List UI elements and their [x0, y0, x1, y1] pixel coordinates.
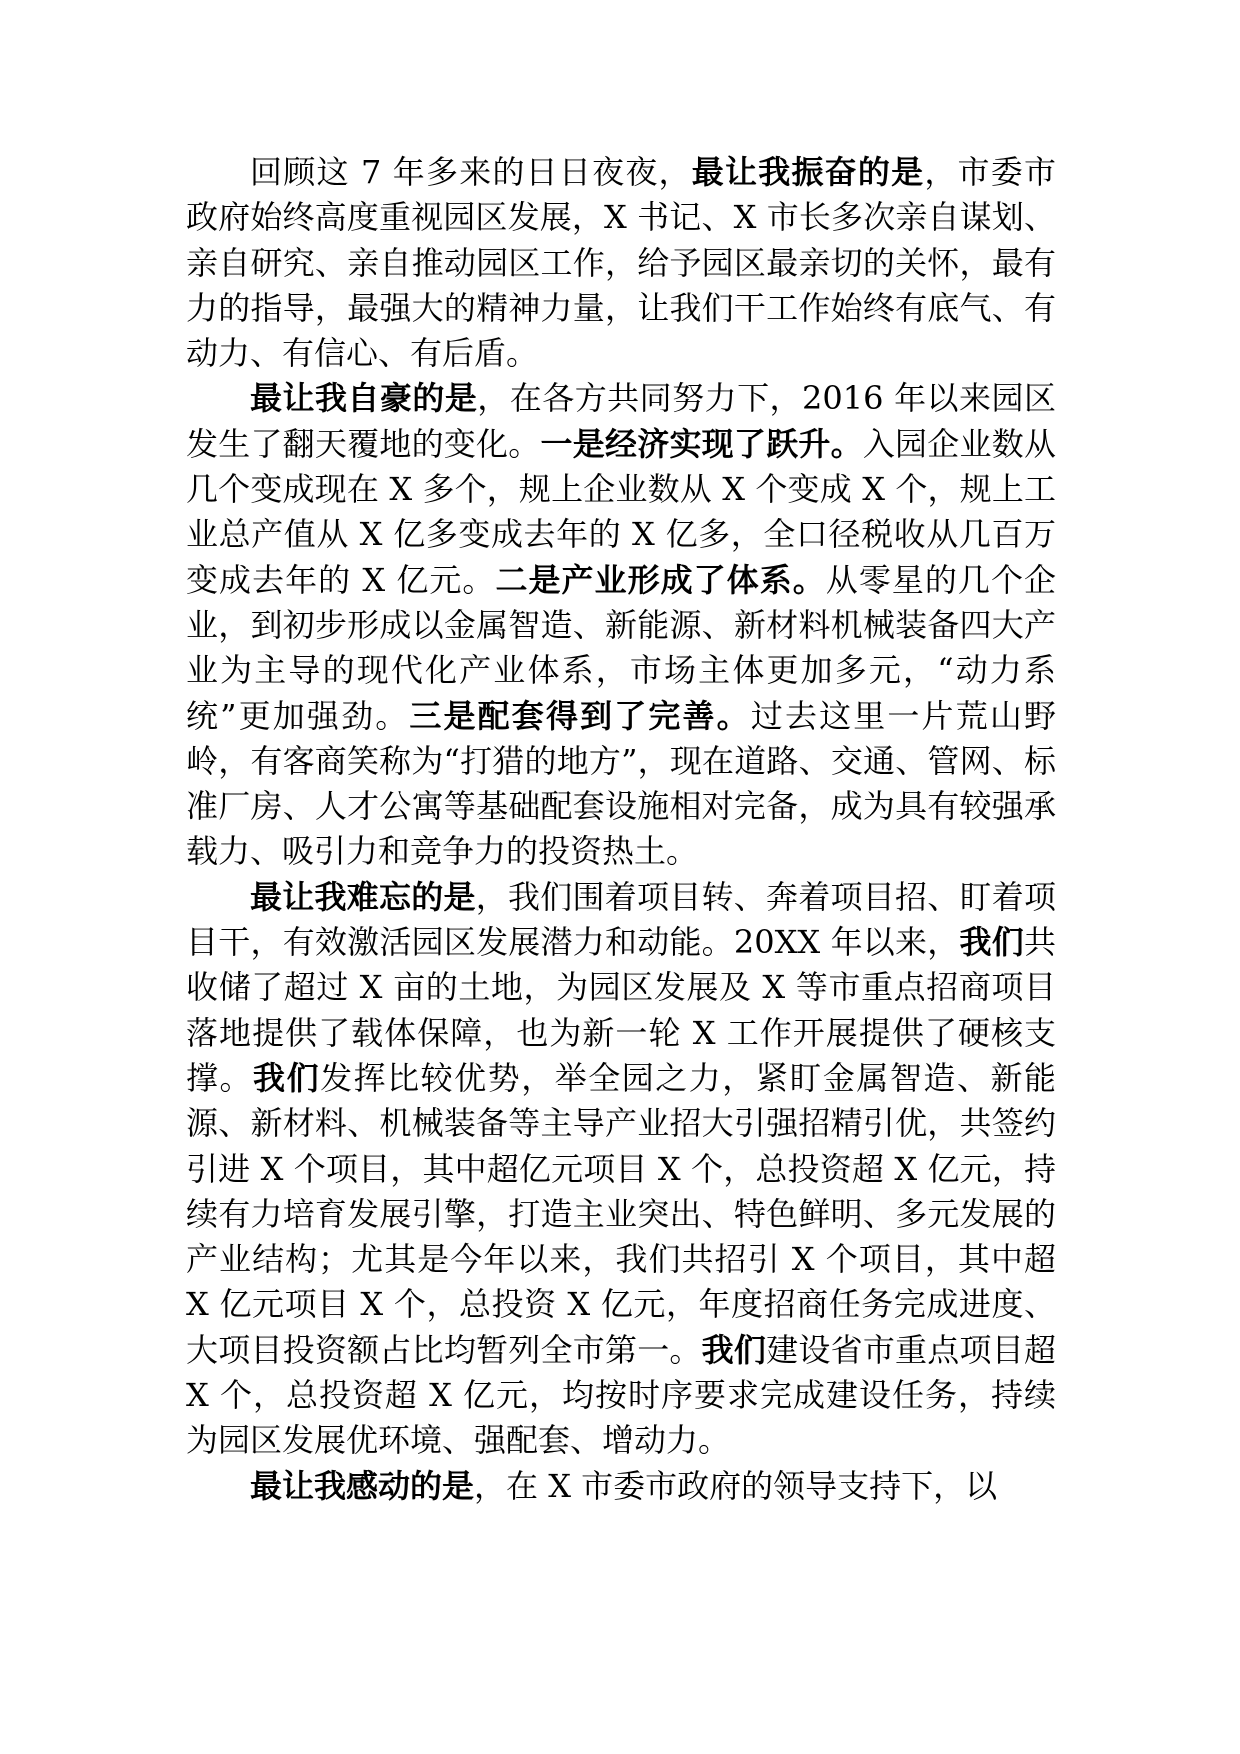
text-run: 从零星的几个企业，到初步形成以金属智造、新能源、新材料机械装备四大产业为主导的现代化产业体系，市场主体更加多元，“动力系统”更加强劲。 — [186, 560, 1056, 735]
text-run: ，市委市政府始终高度重视园区发展，X 书记、X 市长多次亲自谋划、亲自研究、亲自推动园区工作，给予园区最亲切的关怀，最有力的指导，最强大的精神力量，让我们干工作始终有底气、有动力、有信心、有后盾。 — [186, 153, 1056, 373]
text-run: 过去这里一片荒山野岭，有客商笑称为“打猎的地方”，现在道路、交通、管网、标准厂房、人才公寓等基础配套设施相对完备，成为具有较强承载力、吸引力和竞争力的投资热土。 — [186, 696, 1056, 871]
text-run: 建设省市重点项目超 X 个，总投资超 X 亿元，均按时序要求完成建设任务，持续为园区发展优环境、强配套、增动力。 — [186, 1330, 1056, 1460]
bold-we: 我们 — [253, 1058, 321, 1097]
bold-lead-phrase: 最让我难忘的是 — [250, 877, 476, 916]
text-run: ，在 X 市委市政府的领导支持下，以 — [474, 1466, 998, 1505]
bold-point-three: 三是配套得到了完善。 — [409, 696, 751, 735]
bold-we: 我们 — [959, 923, 1024, 962]
paragraph-inspired — [186, 150, 1056, 376]
text-run: 入园企业数从几个变成现在 X 多个，规上企业数从 X 个变成 X 个，规上工业总产值从 X 亿多变成去年的 X 亿多，全口径税收从几百万变成去年的 X 亿元。 — [186, 424, 1056, 599]
text-run: ，在各方共同努力下，2016 年以来园区发生了翻天覆地的变化。 — [186, 379, 1056, 463]
paragraph-proud — [186, 376, 1056, 874]
text-run: 回顾这 7 年多来的日日夜夜， — [250, 153, 692, 191]
text-run: 共收储了超过 X 亩的土地，为园区发展及 X 等市重点招商项目落地提供了载体保障，也为新一轮 X 工作开展提供了硬核支撑。 — [186, 923, 1056, 1097]
bold-we: 我们 — [701, 1330, 767, 1369]
text-run: 发挥比较优势，举全园之力，紧盯金属智造、新能源、新材料、机械装备等主导产业招大引强招精引优，共签约引进 X 个项目，其中超亿元项目 X 个，总投资超 X 亿元，持续有力培育发展引擎，打造主业突出、特色鲜明、多元发展的产业结构；尤其是今年以来，我们共招引 X 个项目，其中超 X 亿元项目 X 个，总投资 X 亿元，年度招商任务完成进度、大项目投资额占比均暂列全市第一。 — [186, 1058, 1056, 1369]
bold-point-two: 二是产业形成了体系。 — [495, 560, 826, 599]
paragraph-unforgettable — [186, 875, 1056, 1464]
bold-point-one: 一是经济实现了跃升。 — [540, 424, 863, 463]
document-body — [186, 150, 1056, 1509]
paragraph-moved — [186, 1464, 1056, 1509]
text-run: ，我们围着项目转、奔着项目招、盯着项目干，有效激活园区发展潜力和动能。20XX 年以来， — [186, 877, 1056, 962]
bold-lead-phrase: 最让我振奋的是 — [691, 153, 925, 191]
bold-lead-phrase: 最让我感动的是 — [250, 1466, 475, 1505]
bold-lead-phrase: 最让我自豪的是 — [250, 379, 478, 418]
